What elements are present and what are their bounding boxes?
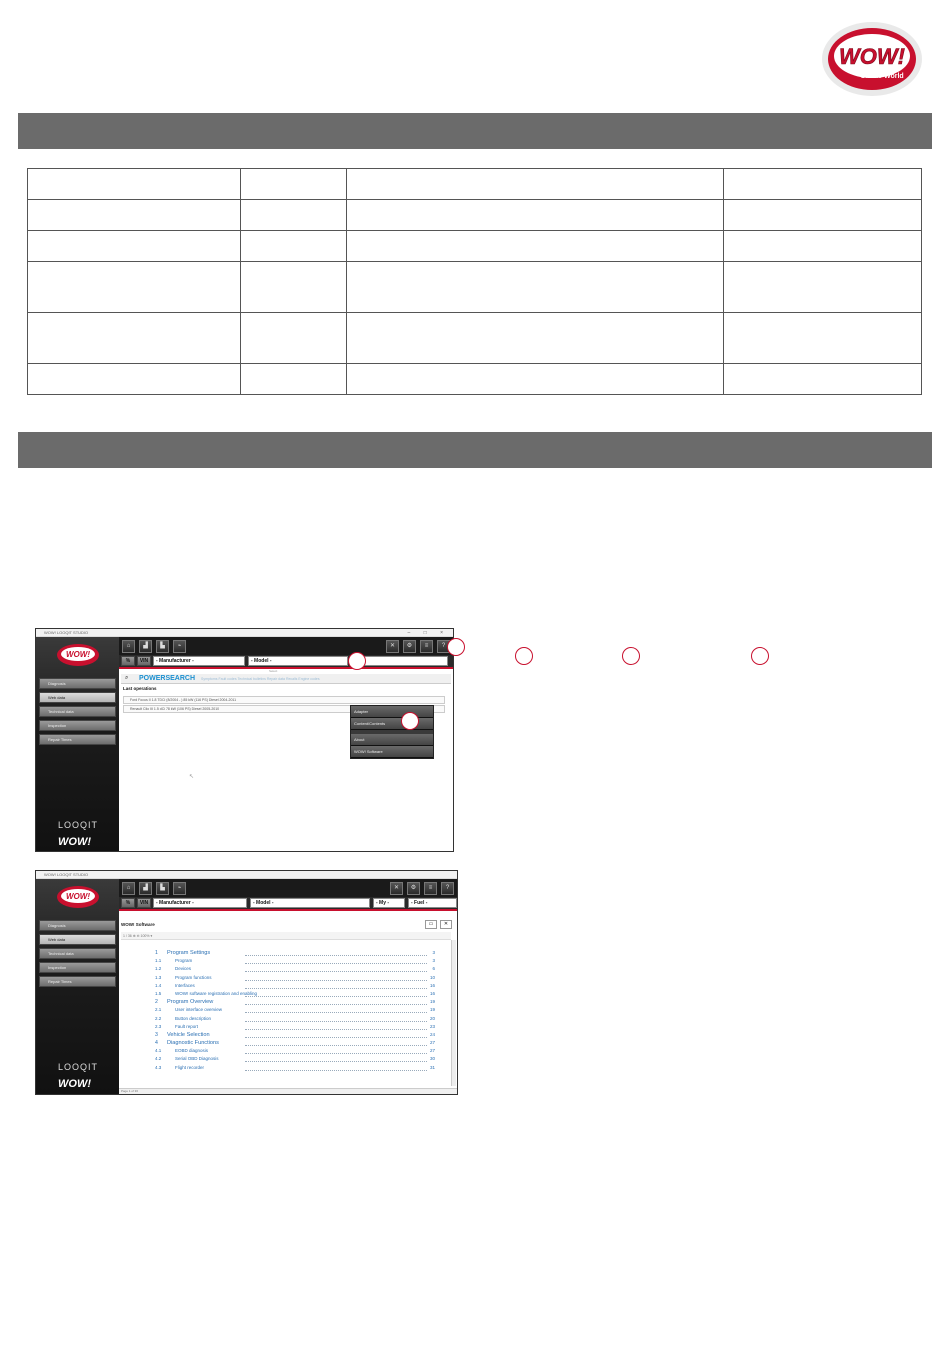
close-icon[interactable]: ✕ bbox=[386, 640, 399, 653]
svg-text:WOW!: WOW! bbox=[66, 892, 90, 901]
toc-title: Button description bbox=[175, 1015, 212, 1021]
toc-page: 16 bbox=[429, 990, 435, 996]
bike-icon[interactable]: ⌁ bbox=[173, 882, 186, 895]
toc-title: Serial OBD Diagnosis bbox=[175, 1056, 219, 1062]
window-titlebar bbox=[36, 629, 453, 637]
percent-button[interactable]: % bbox=[121, 656, 135, 666]
gear-icon[interactable]: ⚙ bbox=[407, 882, 420, 895]
toc-entry[interactable] bbox=[155, 1016, 435, 1024]
last-operations-title: Last operations bbox=[123, 686, 157, 691]
brand-wow: WOW! bbox=[58, 1078, 91, 1090]
svg-text:WOW!: WOW! bbox=[839, 44, 905, 69]
toc-title: Diagnostic Functions bbox=[167, 1040, 219, 1047]
main-content bbox=[119, 669, 453, 851]
table-row bbox=[28, 364, 922, 395]
toc-number: 4 bbox=[155, 1040, 158, 1047]
help-dropdown-menu bbox=[350, 705, 434, 759]
toc-entry[interactable] bbox=[155, 1065, 435, 1073]
truck-icon[interactable]: ▙ bbox=[156, 640, 169, 653]
toc-number: 1 bbox=[155, 950, 158, 956]
toc-title: Devices bbox=[175, 966, 192, 972]
sidebar-item-inspection[interactable]: Inspection bbox=[39, 962, 116, 973]
bike-icon[interactable]: ⌁ bbox=[173, 640, 186, 653]
legend-circle bbox=[751, 647, 769, 665]
table-row bbox=[28, 262, 922, 313]
sidebar-item-inspection[interactable]: Inspection bbox=[39, 720, 116, 731]
toc-entry[interactable] bbox=[155, 958, 435, 966]
toc-entry[interactable] bbox=[155, 999, 435, 1007]
document-title: WOW! Software bbox=[121, 922, 155, 927]
my-select[interactable]: - My - bbox=[373, 898, 405, 908]
toc-title: Program bbox=[175, 958, 193, 964]
sidebar-item-repair-times[interactable]: Repair Times bbox=[39, 734, 116, 745]
toc-leader bbox=[245, 980, 427, 981]
vehicle-selector-bar bbox=[119, 897, 457, 909]
gear-icon[interactable]: ⚙ bbox=[403, 640, 416, 653]
truck-icon[interactable]: ▙ bbox=[156, 882, 169, 895]
table-row bbox=[28, 313, 922, 364]
list-icon[interactable]: ≡ bbox=[424, 882, 437, 895]
brand-wow: WOW! bbox=[58, 836, 91, 848]
list-item[interactable]: Renault Clio III 1.5 dCi 78 kW (106 PS) Diesel 2005-2010 bbox=[123, 705, 445, 713]
toc-page: 27 bbox=[429, 1040, 435, 1046]
toc-number: 1.1 bbox=[155, 958, 162, 964]
toc-leader bbox=[245, 988, 427, 989]
toc-page: 3 bbox=[432, 958, 435, 964]
menu-item-wow-software[interactable]: WOW! Software bbox=[351, 746, 433, 758]
toc-page: 6 bbox=[432, 966, 435, 972]
toc-page: 10 bbox=[429, 974, 435, 980]
home-icon[interactable]: ⌂ bbox=[122, 882, 135, 895]
toc-number: 4.3 bbox=[155, 1064, 162, 1070]
wow-logo-small bbox=[56, 885, 100, 909]
toc-number: 3 bbox=[155, 1031, 158, 1038]
toc-leader bbox=[245, 955, 427, 956]
sidebar-item-technical-data[interactable]: Technical data bbox=[39, 706, 116, 717]
toc-leader bbox=[245, 996, 427, 997]
toc-page: 24 bbox=[429, 1031, 435, 1037]
table-row bbox=[28, 169, 922, 200]
toc-title: Program functions bbox=[175, 974, 212, 980]
vin-button[interactable]: VIN bbox=[137, 656, 151, 666]
cursor-icon: ↖ bbox=[189, 774, 195, 780]
toc-entry[interactable] bbox=[155, 991, 435, 999]
section-header-bar-2 bbox=[18, 432, 932, 468]
toc-number: 4.2 bbox=[155, 1056, 162, 1062]
top-toolbar bbox=[119, 637, 453, 655]
toc-page: 19 bbox=[429, 999, 435, 1005]
close-icon[interactable]: ✕ bbox=[390, 882, 403, 895]
toc-entry[interactable] bbox=[155, 983, 435, 991]
toc-entry[interactable] bbox=[155, 1056, 435, 1064]
help-icon[interactable]: ? bbox=[437, 640, 450, 653]
svg-text:WOW!: WOW! bbox=[66, 650, 90, 659]
document-viewer bbox=[119, 911, 457, 1094]
toc-title: Vehicle Selection bbox=[167, 1031, 210, 1038]
toc-leader bbox=[245, 1004, 427, 1005]
toc-number: 1.2 bbox=[155, 966, 162, 972]
car-icon[interactable]: ▟ bbox=[139, 882, 152, 895]
wow-logo bbox=[820, 20, 924, 98]
fuel-select[interactable]: - Fuel - bbox=[408, 898, 457, 908]
toc-entry[interactable] bbox=[155, 1007, 435, 1015]
toc-title: User interface overview bbox=[175, 1007, 223, 1013]
scrollbar[interactable] bbox=[451, 940, 456, 1086]
search-icon[interactable]: ⌕ bbox=[125, 675, 129, 681]
toc-entry[interactable] bbox=[155, 966, 435, 974]
model-select[interactable]: - Model - bbox=[248, 656, 348, 666]
screenshot-wow-software-doc bbox=[35, 870, 458, 1095]
status-bar: Page 1 of 36 bbox=[119, 1088, 457, 1094]
toc-entry[interactable] bbox=[155, 950, 435, 958]
toc-title: Flight recorder bbox=[175, 1064, 205, 1070]
table-row bbox=[28, 200, 922, 231]
toc-number: 2.1 bbox=[155, 1007, 162, 1013]
toc-title: Interfaces bbox=[175, 982, 195, 988]
vehicle-selector-bar bbox=[119, 655, 453, 667]
toc-number: 1.5 bbox=[155, 990, 162, 996]
toc-page: 27 bbox=[429, 1048, 435, 1054]
toc-leader bbox=[245, 1012, 427, 1013]
toc-number: 1.4 bbox=[155, 982, 162, 988]
powersearch-title: POWERSEARCH bbox=[139, 675, 196, 682]
legend-circle bbox=[515, 647, 533, 665]
toc-page: 20 bbox=[429, 1015, 435, 1021]
toc-leader bbox=[245, 963, 427, 964]
toc-title: WOW! software registration and enabling bbox=[175, 990, 258, 996]
toc-entry[interactable] bbox=[155, 1040, 435, 1048]
menu-item-about[interactable]: About bbox=[351, 734, 433, 746]
sidebar-item-web-data[interactable]: Web data bbox=[39, 934, 116, 945]
toc-leader bbox=[245, 1045, 427, 1046]
toc-page: 30 bbox=[429, 1056, 435, 1062]
toc-leader bbox=[245, 1029, 427, 1030]
sidebar-item-web-data[interactable]: Web data bbox=[39, 692, 116, 703]
tiny-label: Select bbox=[269, 669, 278, 673]
toc-entry[interactable] bbox=[155, 975, 435, 983]
toc-page: 31 bbox=[429, 1064, 435, 1070]
window-titlebar bbox=[36, 871, 457, 879]
close-doc-icon[interactable]: ✕ bbox=[440, 920, 452, 929]
table-row bbox=[28, 231, 922, 262]
callout-circle bbox=[401, 712, 419, 730]
table-of-contents bbox=[155, 950, 435, 1073]
section-header-bar-1 bbox=[18, 113, 932, 149]
home-icon[interactable]: ⌂ bbox=[122, 640, 135, 653]
brand-looqit: LOOQIT bbox=[58, 1062, 99, 1072]
powersearch-bar bbox=[121, 674, 451, 684]
list-icon[interactable]: ≡ bbox=[420, 640, 433, 653]
callout-circle bbox=[447, 638, 465, 656]
sidebar bbox=[36, 637, 119, 851]
sidebar-item-technical-data[interactable]: Technical data bbox=[39, 948, 116, 959]
toc-leader bbox=[245, 1061, 427, 1062]
sidebar-item-diagnosis[interactable]: Diagnosis bbox=[39, 920, 116, 931]
toc-number: 2.3 bbox=[155, 1023, 162, 1029]
toc-number: 2.2 bbox=[155, 1015, 162, 1021]
wow-logo-small bbox=[56, 643, 100, 667]
toc-page: 16 bbox=[429, 982, 435, 988]
menu-item-adapter[interactable]: Adapter bbox=[351, 706, 433, 718]
list-item[interactable]: Ford Focus II 1.8 TDCi (8/2004 - ) 85 kW (116 PS) Diesel 2004-2011 bbox=[123, 696, 445, 704]
vin-button[interactable]: VIN bbox=[137, 898, 151, 908]
toc-leader bbox=[245, 1021, 427, 1022]
car-icon[interactable]: ▟ bbox=[139, 640, 152, 653]
window-title: WOW! LOOQIT STUDIO bbox=[44, 872, 89, 877]
window-controls[interactable]: – □ × bbox=[407, 630, 449, 636]
minimize-doc-icon[interactable]: ▭ bbox=[425, 920, 437, 929]
toc-entry[interactable] bbox=[155, 1048, 435, 1056]
sidebar bbox=[36, 879, 119, 1094]
brand-looqit: LOOQIT bbox=[58, 820, 99, 830]
powersearch-tabs[interactable]: Symptoms Fault codes Technical bulletins Repair data Recalls Engine codes bbox=[201, 677, 320, 681]
toc-title: Program Overview bbox=[167, 999, 214, 1006]
toc-title: EOBD diagnosis bbox=[175, 1048, 209, 1054]
pdf-toolbar[interactable]: 1 / 36 ⊕ ⊖ 100% ▾ bbox=[121, 932, 451, 940]
manufacturer-select[interactable]: - Manufacturer - bbox=[153, 898, 247, 908]
toc-entry[interactable] bbox=[155, 1024, 435, 1032]
menu-item-content[interactable]: Content/Contents bbox=[351, 718, 433, 730]
toc-leader bbox=[245, 1053, 427, 1054]
toc-page: 3 bbox=[432, 950, 435, 955]
toc-number: 4.1 bbox=[155, 1048, 162, 1054]
legend-circle bbox=[622, 647, 640, 665]
toc-page: 19 bbox=[429, 1007, 435, 1013]
top-toolbar bbox=[119, 879, 457, 897]
window-title: WOW! LOOQIT STUDIO bbox=[44, 630, 89, 635]
toc-number: 2 bbox=[155, 999, 158, 1006]
sidebar-item-repair-times[interactable]: Repair Times bbox=[39, 976, 116, 987]
toc-number: 1.3 bbox=[155, 974, 162, 980]
percent-button[interactable]: % bbox=[121, 898, 135, 908]
sidebar-item-diagnosis[interactable]: Diagnosis bbox=[39, 678, 116, 689]
toc-leader bbox=[245, 971, 427, 972]
svg-text:Online World: Online World bbox=[860, 73, 904, 80]
screenshot-main-menu bbox=[35, 628, 454, 852]
callout-circle bbox=[348, 652, 366, 670]
toc-leader bbox=[245, 1070, 427, 1071]
model-select[interactable]: - Model - bbox=[250, 898, 370, 908]
toc-title: Program Settings bbox=[167, 950, 211, 956]
manufacturer-select[interactable]: - Manufacturer - bbox=[153, 656, 245, 666]
specification-table bbox=[27, 168, 922, 395]
toc-title: Fault report bbox=[175, 1023, 199, 1029]
toc-entry[interactable] bbox=[155, 1032, 435, 1040]
help-icon[interactable]: ? bbox=[441, 882, 454, 895]
toc-leader bbox=[245, 1037, 427, 1038]
toc-page: 23 bbox=[429, 1023, 435, 1029]
